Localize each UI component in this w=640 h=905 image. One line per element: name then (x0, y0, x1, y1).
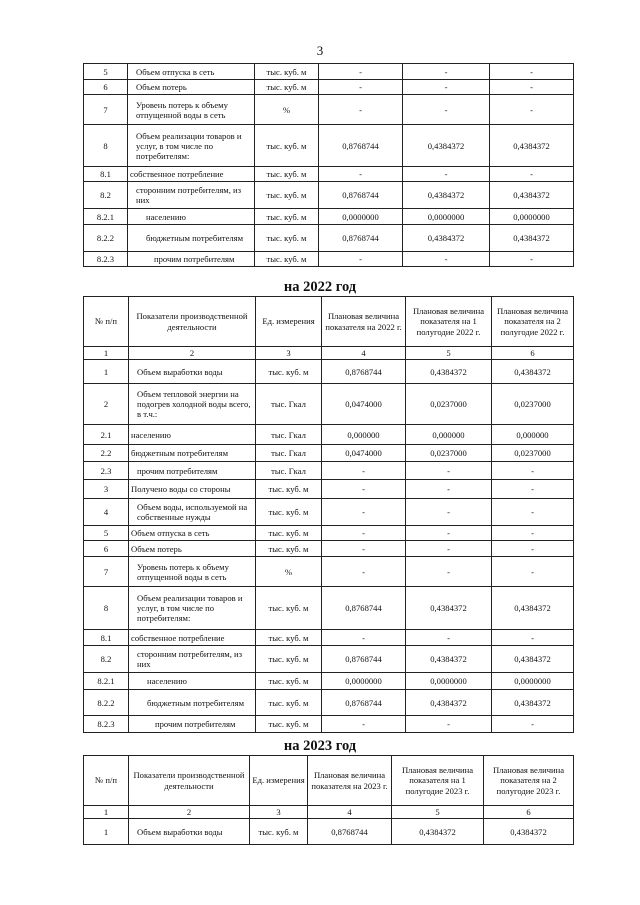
table-2023 (83, 755, 574, 845)
table-row: 7 Уровень потерь к объему отпущенной воды в сеть % - - - (84, 95, 574, 125)
table-row: 2.3 прочим потребителям тыс. Гкал - - - (84, 462, 574, 480)
table-row: 2.2 бюджетным потребителям тыс. Гкал 0,0474000 0,0237000 0,0237000 (84, 445, 574, 462)
table-row: 8.2 сторонним потребителям, из них тыс. куб. м 0,8768744 0,4384372 0,4384372 (84, 646, 574, 673)
col-header-plan-year: Плановая величина показателя на 2022 г. (322, 297, 406, 347)
table-row: 4 Объем воды, используемой на собственные нужды тыс. куб. м - - - (84, 499, 574, 526)
col-header-indicator: Показатели производственной деятельности (129, 297, 256, 347)
table-row: 8.2 сторонним потребителям, из них тыс. куб. м 0,8768744 0,4384372 0,4384372 (84, 182, 574, 209)
table-row: 8.1 собственное потребление тыс. куб. м - - - (84, 167, 574, 182)
col-header-indicator: Показатели производственной деятельности (129, 756, 250, 806)
col-header-plan-h1: Плановая величина показателя на 1 полугодие 2023 г. (392, 756, 484, 806)
col-header-plan-h1: Плановая величина показателя на 1 полугодие 2022 г. (406, 297, 492, 347)
col-header-number: № п/п (84, 297, 129, 347)
table-row: 5 Объем отпуска в сеть тыс. куб. м - - - (84, 64, 574, 80)
table-row: 2.1 населению тыс. Гкал 0,000000 0,000000 0,000000 (84, 425, 574, 445)
continuation-table (83, 63, 574, 267)
table-row: 8.2.1 населению тыс. куб. м 0,0000000 0,0000000 0,0000000 (84, 209, 574, 225)
table-row: 8.2.1 населению тыс. куб. м 0,0000000 0,0000000 0,0000000 (84, 673, 574, 690)
table-row: 8 Объем реализации товаров и услуг, в том числе по потребителям: тыс. куб. м 0,8768744 0,4384372 0,4384372 (84, 125, 574, 167)
col-header-number: № п/п (84, 756, 129, 806)
table-row: 7 Уровень потерь к объему отпущенной воды в сеть % - - - (84, 557, 574, 587)
col-header-unit: Ед. измерения (250, 756, 308, 806)
table-row: 5 Объем отпуска в сеть тыс. куб. м - - - (84, 526, 574, 541)
page-number: 3 (316, 43, 324, 58)
table-row: 8.1 собственное потребление тыс. куб. м - - - (84, 630, 574, 646)
column-numbering-row: 1 2 3 4 5 6 (84, 806, 574, 819)
table-header-row (84, 756, 574, 806)
col-header-plan-year: Плановая величина показателя на 2023 г. (308, 756, 392, 806)
table-row: 2 Объем тепловой энергии на подогрев холодной воды всего, в т.ч.: тыс. Гкал 0,0474000 0,0237000 0,0237000 (84, 384, 574, 425)
col-header-unit: Ед. измерения (256, 297, 322, 347)
table-header-row (84, 297, 574, 347)
year-2022-heading: на 2022 год (283, 279, 357, 295)
col-header-plan-h2: Плановая величина показателя на 2 полугодие 2022 г. (492, 297, 574, 347)
table-row: 6 Объем потерь тыс. куб. м - - - (84, 80, 574, 95)
table-row: 6 Объем потерь тыс. куб. м - - - (84, 541, 574, 557)
table-row: 1 Объем выработки воды тыс. куб. м 0,8768744 0,4384372 0,4384372 (84, 360, 574, 384)
table-row: 8.2.3 прочим потребителям тыс. куб. м - - - (84, 252, 574, 267)
year-2023-heading: на 2023 год (283, 738, 357, 754)
table-row: 8 Объем реализации товаров и услуг, в том числе по потребителям: тыс. куб. м 0,8768744 0,4384372 0,4384372 (84, 587, 574, 630)
table-row: 8.2.2 бюджетным потребителям тыс. куб. м 0,8768744 0,4384372 0,4384372 (84, 225, 574, 252)
col-header-plan-h2: Плановая величина показателя на 2 полугодие 2023 г. (484, 756, 574, 806)
table-row: 8.2.3 прочим потребителям тыс. куб. м - - - (84, 716, 574, 733)
column-numbering-row: 1 2 3 4 5 6 (84, 347, 574, 360)
table-2022 (83, 296, 574, 733)
table-row: 3 Получено воды со стороны тыс. куб. м - - - (84, 480, 574, 499)
table-row: 8.2.2 бюджетным потребителям тыс. куб. м 0,8768744 0,4384372 0,4384372 (84, 690, 574, 716)
table-row: 1 Объем выработки воды тыс. куб. м 0,8768744 0,4384372 0,4384372 (84, 819, 574, 845)
